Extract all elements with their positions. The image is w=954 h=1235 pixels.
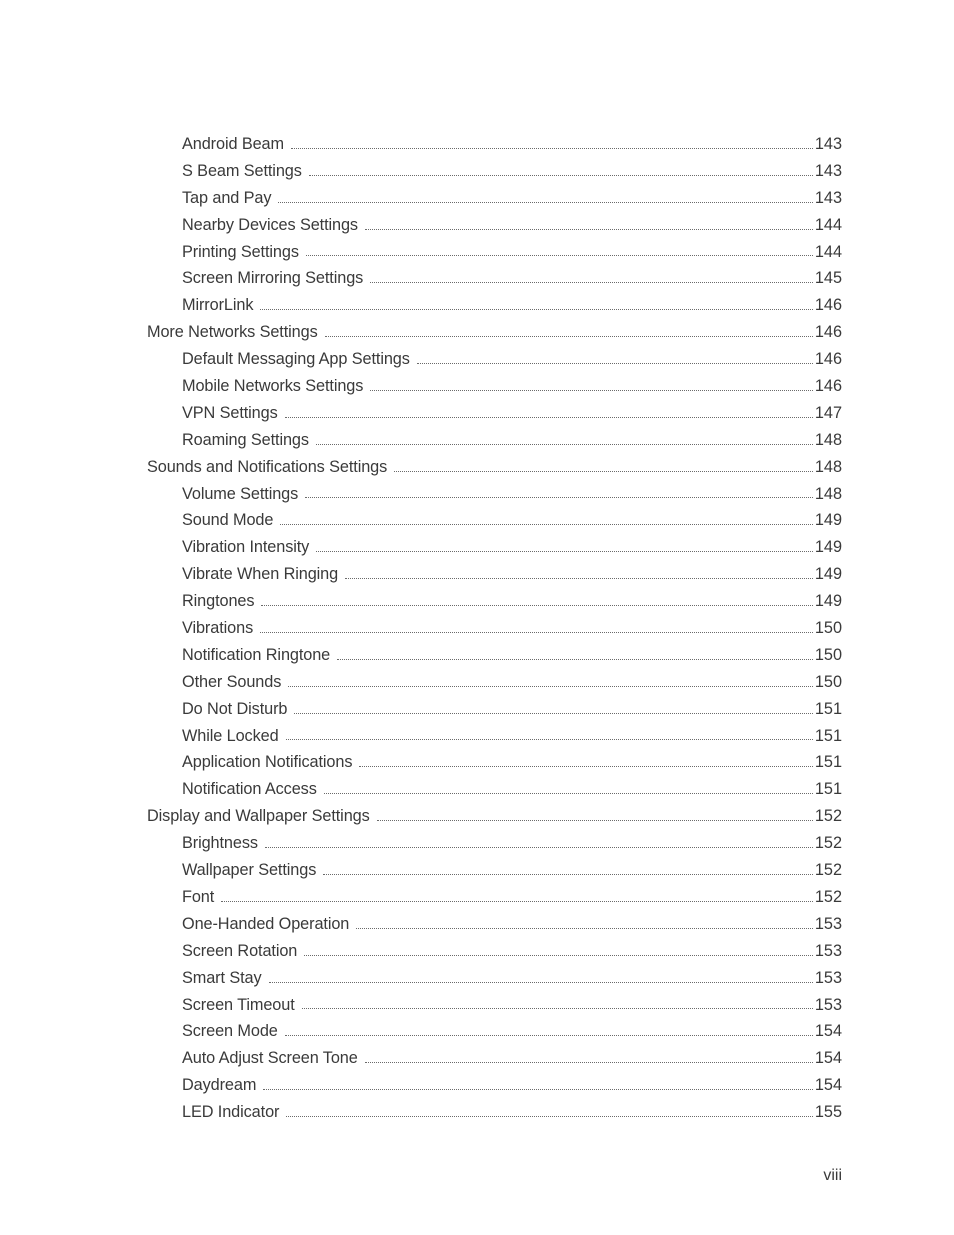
toc-entry-title[interactable]: Roaming Settings [182,430,309,449]
toc-entry[interactable] [0,776,954,803]
toc-entry[interactable] [0,265,954,292]
toc-entry-page-number[interactable]: 153 [814,941,842,960]
toc-entry[interactable] [0,1018,954,1045]
toc-entry-page-number[interactable]: 146 [814,296,842,315]
toc-entry-page-number[interactable]: 148 [814,484,842,503]
dot-leader [263,1089,813,1090]
toc-entry-title[interactable]: S Beam Settings [182,161,302,180]
toc-entry-title[interactable]: Ringtones [182,592,255,611]
toc-entry-page-number[interactable]: 151 [814,726,842,745]
dot-leader [304,955,813,956]
toc-entry-title[interactable]: More Networks Settings [147,323,318,342]
toc-entry-page-number[interactable]: 152 [814,887,842,906]
toc-entry[interactable] [0,158,954,185]
toc-entry-title[interactable]: Sound Mode [182,511,274,530]
dot-leader [370,390,813,391]
dot-leader [365,229,813,230]
dot-leader [325,336,813,337]
toc-entry-page-number[interactable]: 152 [814,807,842,826]
toc-entry-title[interactable]: Screen Timeout [182,995,295,1014]
toc-entry[interactable] [0,642,954,669]
toc-entry-title[interactable]: While Locked [182,726,279,745]
toc-entry-title[interactable]: VPN Settings [182,403,278,422]
toc-entry[interactable] [0,319,954,346]
toc-entry-page-number[interactable]: 143 [814,161,842,180]
dot-leader [359,766,812,767]
toc-entry-page-number[interactable]: 147 [814,403,842,422]
toc-entry-page-number[interactable]: 153 [814,914,842,933]
toc-entry-page-number[interactable]: 143 [814,135,842,153]
dot-leader [302,1008,813,1009]
toc-entry-page-number[interactable]: 146 [814,377,842,396]
toc-entry[interactable] [0,400,954,427]
dot-leader [286,1116,812,1117]
table-of-contents [0,131,954,1126]
page-number: viii [823,1167,842,1184]
toc-entry-page-number[interactable]: 153 [814,995,842,1014]
toc-entry-title[interactable]: Auto Adjust Screen Tone [182,1049,358,1068]
toc-entry[interactable] [0,212,954,239]
toc-entry-page-number[interactable]: 149 [814,592,842,611]
dot-leader [306,255,813,256]
toc-entry-page-number[interactable]: 152 [814,861,842,880]
toc-entry-title[interactable]: Screen Rotation [182,941,298,960]
toc-entry-page-number[interactable]: 144 [814,242,842,261]
dot-leader [365,1062,813,1063]
toc-entry[interactable] [0,1045,954,1072]
dot-leader [221,901,813,902]
toc-entry-title[interactable]: Sounds and Notifications Settings [147,457,388,476]
toc-entry-page-number[interactable]: 146 [814,350,842,369]
toc-entry[interactable] [0,131,954,158]
toc-entry-title[interactable]: Daydream [182,1076,257,1095]
toc-entry-title[interactable]: Vibrations [182,619,254,638]
toc-entry[interactable] [0,965,954,992]
toc-entry-title[interactable]: Printing Settings [182,242,299,261]
dot-leader [305,497,813,498]
toc-entry-title[interactable]: Screen Mirroring Settings [182,269,364,288]
toc-entry-page-number[interactable]: 154 [814,1076,842,1095]
toc-entry-title[interactable]: Default Messaging App Settings [182,350,410,369]
toc-entry-page-number[interactable]: 144 [814,215,842,234]
toc-entry-page-number[interactable]: 146 [814,323,842,342]
dot-leader [394,471,813,472]
toc-entry-title[interactable]: Android Beam [182,135,284,153]
toc-entry-page-number[interactable]: 151 [814,753,842,772]
toc-entry[interactable] [0,1099,954,1126]
dot-leader [345,578,813,579]
toc-entry-title[interactable]: One-Handed Operation [182,914,350,933]
toc-entry-title[interactable]: Vibrate When Ringing [182,565,339,584]
dot-leader [285,417,813,418]
toc-entry-title[interactable]: MirrorLink [182,296,254,315]
toc-entry[interactable] [0,292,954,319]
toc-entry-title[interactable]: Other Sounds [182,672,282,691]
toc-entry[interactable] [0,911,954,938]
toc-entry-page-number[interactable]: 150 [814,672,842,691]
toc-entry-title[interactable]: Nearby Devices Settings [182,215,358,234]
toc-entry[interactable] [0,346,954,373]
toc-entry-page-number[interactable]: 149 [814,565,842,584]
toc-entry-page-number[interactable]: 145 [814,269,842,288]
toc-entry[interactable] [0,561,954,588]
toc-entry[interactable] [0,507,954,534]
dot-leader [291,148,813,149]
toc-entry[interactable] [0,373,954,400]
toc-entry[interactable] [0,669,954,696]
toc-entry-page-number[interactable]: 153 [814,968,842,987]
toc-entry[interactable] [0,830,954,857]
toc-entry-page-number[interactable]: 151 [814,699,842,718]
toc-entry-page-number[interactable]: 155 [814,1103,842,1122]
toc-entry-page-number[interactable]: 148 [814,457,842,476]
toc-entry-title[interactable]: Smart Stay [182,968,262,987]
toc-entry[interactable] [0,992,954,1019]
dot-leader [294,713,812,714]
toc-entry[interactable] [0,427,954,454]
toc-entry[interactable] [0,185,954,212]
toc-entry-page-number[interactable]: 150 [814,645,842,664]
toc-entry-title[interactable]: Brightness [182,834,258,853]
dot-leader [316,444,813,445]
dot-leader [260,632,813,633]
dot-leader [280,524,812,525]
toc-entry[interactable] [0,615,954,642]
toc-entry[interactable] [0,239,954,266]
dot-leader [377,820,813,821]
toc-entry-title[interactable]: Display and Wallpaper Settings [147,807,370,826]
toc-entry-page-number[interactable]: 154 [814,1049,842,1068]
toc-entry[interactable] [0,1072,954,1099]
toc-entry-title[interactable]: Do Not Disturb [182,699,288,718]
dot-leader [288,686,813,687]
toc-entry-title[interactable]: Tap and Pay [182,188,272,207]
dot-leader [260,309,812,310]
toc-entry-title[interactable]: Notification Access [182,780,317,799]
toc-entry[interactable] [0,481,954,508]
toc-entry[interactable] [0,938,954,965]
dot-leader [309,175,813,176]
toc-entry-title[interactable]: Application Notifications [182,753,353,772]
dot-leader [370,282,813,283]
dot-leader [337,659,813,660]
toc-entry[interactable] [0,749,954,776]
dot-leader [356,928,813,929]
toc-entry-page-number[interactable]: 143 [814,188,842,207]
dot-leader [286,739,813,740]
toc-entry[interactable] [0,803,954,830]
toc-entry[interactable] [0,588,954,615]
toc-entry-title[interactable]: Screen Mode [182,1022,278,1041]
toc-entry-page-number[interactable]: 150 [814,619,842,638]
toc-entry-page-number[interactable]: 149 [814,538,842,557]
toc-entry-title[interactable]: Font [182,887,215,906]
toc-entry[interactable] [0,534,954,561]
toc-entry-title[interactable]: Notification Ringtone [182,645,331,664]
dot-leader [316,551,813,552]
dot-leader [278,202,812,203]
toc-entry-title[interactable]: Vibration Intensity [182,538,310,557]
toc-entry-page-number[interactable]: 149 [814,511,842,530]
toc-entry-page-number[interactable]: 152 [814,834,842,853]
toc-entry[interactable] [0,454,954,481]
toc-entry-title[interactable]: Volume Settings [182,484,299,503]
dot-leader [285,1035,813,1036]
toc-entry-title[interactable]: Mobile Networks Settings [182,377,364,396]
dot-leader [269,982,813,983]
dot-leader [261,605,812,606]
toc-entry[interactable] [0,857,954,884]
dot-leader [417,363,813,364]
toc-entry-page-number[interactable]: 151 [814,780,842,799]
toc-entry-page-number[interactable]: 148 [814,430,842,449]
toc-entry[interactable] [0,723,954,750]
toc-entry[interactable] [0,884,954,911]
toc-entry[interactable] [0,696,954,723]
dot-leader [265,847,813,848]
dot-leader [324,793,813,794]
dot-leader [323,874,813,875]
toc-entry-title[interactable]: Wallpaper Settings [182,861,317,880]
toc-entry-page-number[interactable]: 154 [814,1022,842,1041]
toc-entry-title[interactable]: LED Indicator [182,1103,280,1122]
